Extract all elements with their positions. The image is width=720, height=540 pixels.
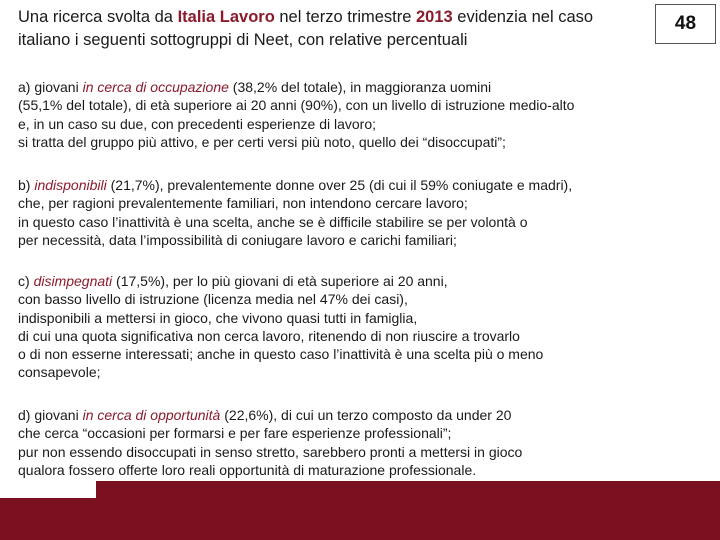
headline-line-2: italiano i seguenti sottogruppi di Neet, con relative percentuali — [18, 31, 468, 49]
section-line — [18, 272, 698, 290]
section-line: di cui una quota significativa non cerca lavoro, ritenendo di non riuscire a trovarlo — [18, 327, 520, 344]
section-line: o di non esserne interessati; anche in questo caso l’inattività è una scelta più o meno — [18, 346, 544, 363]
section-text: (38,2% del totale), in maggioranza uomini — [228, 79, 492, 95]
section-line: e, in un caso su due, con precedenti esperienze di lavoro; — [18, 115, 377, 132]
section-text: (22,6%), di cui un terzo composto da under 20 — [220, 407, 512, 423]
section-a — [18, 78, 698, 151]
section-d — [18, 406, 698, 479]
section-text: (21,7%), prevalentemente donne over 25 (di cui il 59% coniugate e madri), — [106, 177, 573, 193]
headline-text: nel terzo trimestre — [274, 8, 416, 26]
section-line: indisponibili a mettersi in gioco, che vivono quasi tutti in famiglia, — [18, 309, 418, 326]
headline-line-1 — [18, 6, 650, 29]
headline — [18, 6, 650, 52]
section-line: qualora fossero offerte loro reali opportunità di maturazione professionale. — [18, 461, 477, 478]
section-line: si tratta del gruppo più attivo, e per certi versi più noto, quello dei “disoccupati”; — [18, 133, 506, 150]
headline-highlight-year: 2013 — [416, 8, 453, 26]
section-c — [18, 272, 698, 382]
section-prefix: b) — [18, 177, 35, 193]
section-line — [18, 78, 698, 96]
headline-text: Una ricerca svolta da — [18, 8, 178, 26]
headline-text: evidenzia nel caso — [452, 8, 594, 26]
section-line: (55,1% del totale), di età superiore ai 20 anni (90%), con un livello di istruzione medio-alto — [18, 97, 575, 114]
section-keyword: in cerca di occupazione — [82, 79, 229, 95]
section-line: per necessità, data l’impossibilità di coniugare lavoro e carichi familiari; — [18, 231, 457, 248]
section-keyword: in cerca di opportunità — [82, 407, 221, 423]
section-text: (17,5%), per lo più giovani di età superiore ai 20 anni, — [112, 273, 448, 289]
footer-bar — [0, 481, 720, 540]
section-prefix: a) giovani — [18, 79, 83, 95]
section-line: che cerca “occasioni per formarsi e per fare esperienze professionali”; — [18, 425, 452, 442]
section-prefix: d) giovani — [18, 407, 83, 423]
page-number: 48 — [655, 4, 716, 44]
section-prefix: c) — [18, 273, 34, 289]
section-line — [18, 406, 698, 424]
footer-notch — [0, 481, 96, 498]
section-b — [18, 176, 698, 249]
section-line: pur non essendo disoccupati in senso stretto, sarebbero pronti a mettersi in gioco — [18, 443, 523, 460]
section-line: in questo caso l’inattività è una scelta, anche se è difficile stabilire se per volontà o — [18, 213, 528, 230]
headline-highlight-org: Italia Lavoro — [177, 8, 275, 26]
section-keyword: indisponibili — [34, 177, 107, 193]
section-line: con basso livello di istruzione (licenza media nel 47% dei casi), — [18, 291, 408, 308]
section-line — [18, 176, 698, 194]
section-line: che, per ragioni prevalentemente familiari, non intendono cercare lavoro; — [18, 195, 468, 212]
section-line: consapevole; — [18, 364, 101, 381]
section-keyword: disimpegnati — [33, 273, 113, 289]
